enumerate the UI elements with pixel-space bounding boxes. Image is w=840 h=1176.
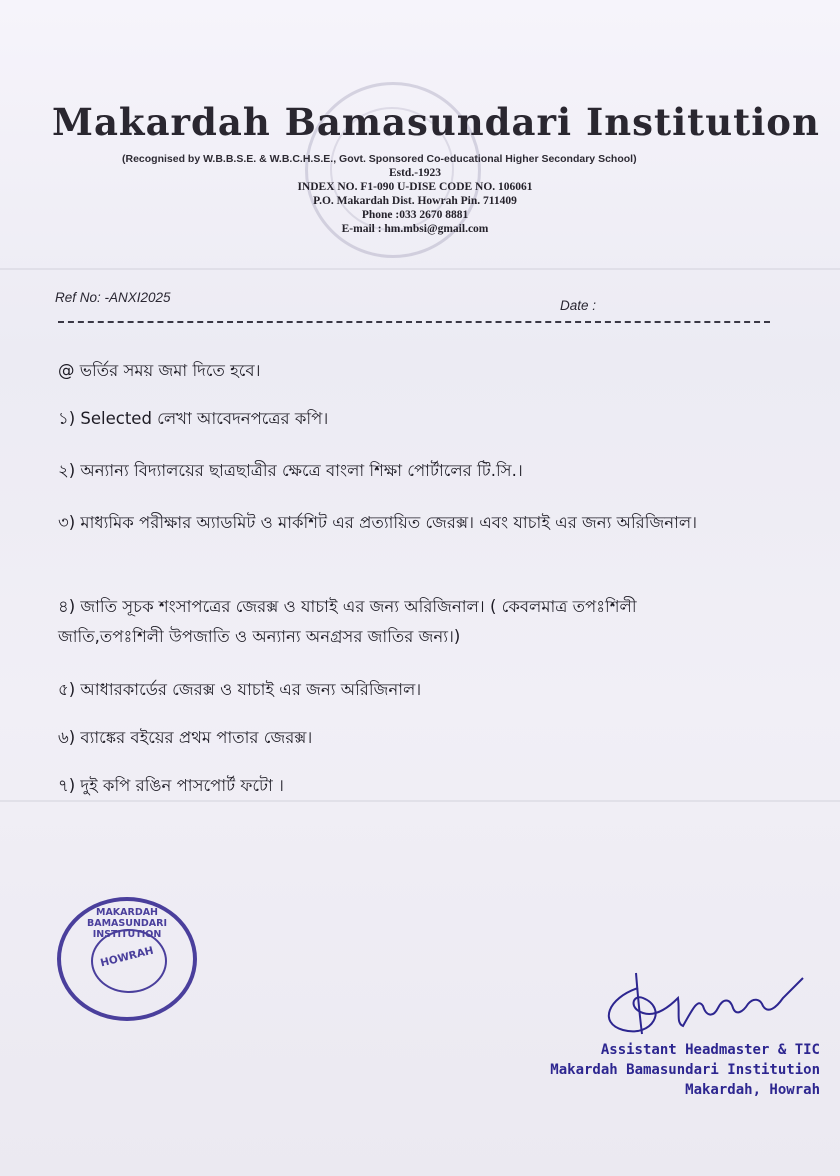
email-line: E-mail : hm.mbsi@gmail.com	[341, 223, 489, 235]
established-line: Estd.-1923	[388, 167, 442, 179]
list-item: ৪) জাতি সূচক শংসাপত্রের জেরক্স ও যাচাই এর জন্য অরিজিনাল। ( কেবলমাত্র তপঃশিলী জাতি,তপঃশিলী উপজাতি ও অন্যান্য অনগ্রসর জাতির জন্য।)	[58, 597, 637, 646]
list-item: ৭) দুই কপি রঙিন পাসপোর্ট ফটো ।	[58, 776, 284, 795]
recognition-line: (Recognised by W.B.B.S.E. & W.B.C.H.S.E., Govt. Sponsored Co-educational Higher Secondary School)	[122, 153, 637, 165]
reference-number: Ref No: -ANXI2025	[55, 290, 171, 305]
dashed-divider	[58, 321, 770, 323]
school-name: Makardah Bamasundari Institution	[52, 100, 820, 144]
signatory-institution: Makardah Bamasundari Institution	[550, 1062, 820, 1078]
signatory-title: Assistant Headmaster & TIC	[600, 1042, 820, 1058]
list-item: ৩) মাধ্যমিক পরীক্ষার অ্যাডমিট ও মার্কশিট এর প্রত্যায়িত জেরক্স। এবং যাচাই এর জন্য অরিজিনাল।	[58, 513, 698, 532]
list-item: ৫) আধারকার্ডের জেরক্স ও যাচাই এর জন্য অরিজিনাল।	[58, 680, 422, 699]
signature	[598, 968, 808, 1040]
list-heading: @ ভর্তির সময় জমা দিতে হবে।	[58, 361, 261, 380]
list-item: ২) অন্যান্য বিদ্যালয়ের ছাত্রছাত্রীর ক্ষেত্রে বাংলা শিক্ষা পোর্টালের টি.সি.।	[58, 461, 523, 480]
list-item: ৬) ব্যাঙ্কের বইয়ের প্রথম পাতার জেরক্স।	[58, 728, 313, 747]
list-item: ১) Selected লেখা আবেদনপত্রের কপি।	[58, 409, 329, 428]
date-label: Date :	[560, 298, 597, 313]
signatory-place: Makardah, Howrah	[685, 1082, 820, 1098]
stamp-city: HOWRAH	[99, 944, 155, 970]
stamp-ring-text: MAKARDAH BAMASUNDARI INSTITUTION	[87, 907, 167, 940]
address-line: P.O. Makardah Dist. Howrah Pin. 711409	[313, 195, 517, 207]
phone-line: Phone :033 2670 8881	[361, 209, 469, 221]
paper-fold	[0, 268, 840, 270]
index-line: INDEX NO. F1-090 U-DISE CODE NO. 106061	[297, 181, 533, 193]
institution-stamp	[57, 897, 197, 1021]
